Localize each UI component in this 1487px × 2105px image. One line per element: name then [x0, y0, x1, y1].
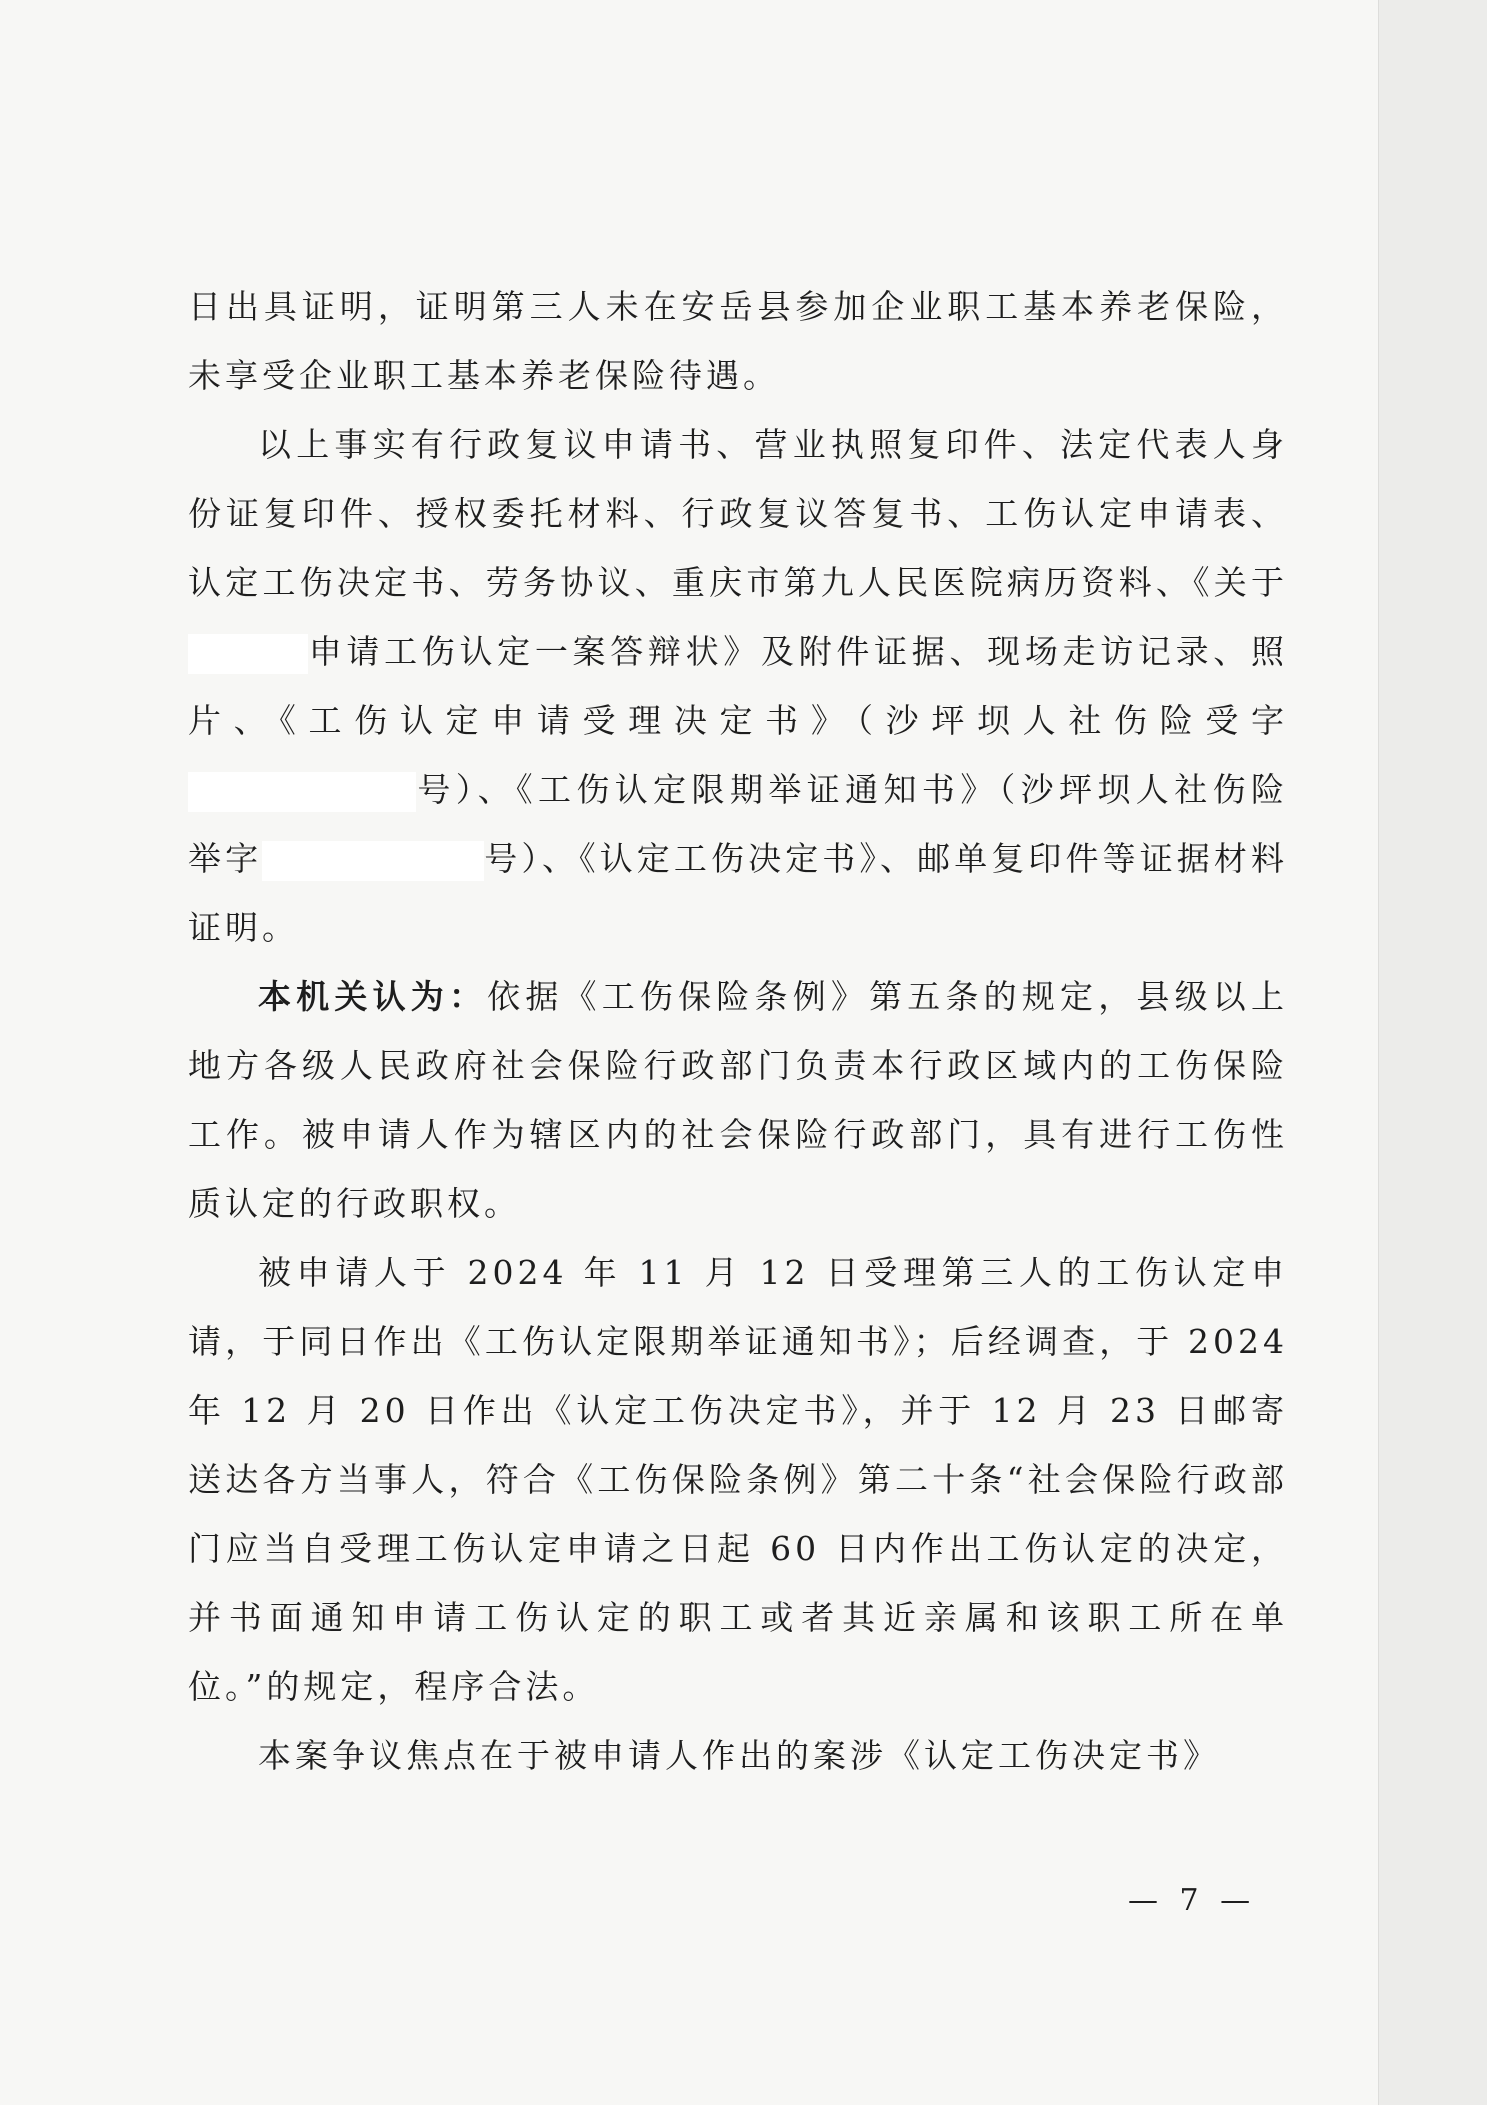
evidence-text-1: 以上事实有行政复议申请书、营业执照复印件、法定代表人身份证复印件、授权委托材料、行政复议答复书、工伤认定申请表、认定工伤决定书、劳务协议、重庆市第九人民医院病历资料、《关于 — [188, 425, 1288, 602]
evidence-text-2: 申请工伤认定一案答辩状》及附件证据、现场走访记录、照片、《工伤认定申请受理决定书》（沙坪坝人社伤险受字 — [188, 632, 1288, 740]
redacted-name — [188, 634, 308, 674]
evidence-text-3: 号）、《工伤认定限期举证通知书》（沙坪坝人社伤险举字 — [188, 770, 1288, 878]
agency-opinion-lead: 本机关认为： — [258, 977, 488, 1016]
redacted-case-number-2 — [262, 841, 484, 881]
paragraph-procedure: 被申请人于 2024 年 11 月 12 日受理第三人的工伤认定申请，于同日作出《工伤认定限期举证通知书》；后经调查，于 2024 年 12 月 20 日作出《认定工伤决定书》，并于 12 月 23 日邮寄送达各方当事人，符合《工伤保险条例》第二十条“社会保险行政部门应当自受理工伤认定申请之日起 60 日内作出工伤认定的决定，并书面通知申请工伤认定的职工或者其近亲属和该职工所在单位。”的规定，程序合法。 — [188, 1253, 1288, 1706]
paragraph-proof-certificate: 日出具证明，证明第三人未在安岳县参加企业职工基本养老保险，未享受企业职工基本养老保险待遇。 — [188, 287, 1288, 395]
page-number: — 7 — — [1128, 1883, 1257, 1918]
redacted-case-number-1 — [188, 772, 416, 812]
evidence-text-4: 号）、《认定工伤决定书》、邮单复印件等证据材料证明。 — [188, 839, 1289, 947]
scan-edge-shadow — [1378, 0, 1487, 2105]
agency-opinion-body: 依据《工伤保险条例》第五条的规定，县级以上地方各级人民政府社会保险行政部门负责本行政区域内的工伤保险工作。被申请人作为辖区内的社会保险行政部门，具有进行工伤性质认定的行政职权。 — [188, 977, 1289, 1223]
paragraph-dispute-focus: 本案争议焦点在于被申请人作出的案涉《认定工伤决定书》 — [258, 1736, 1220, 1775]
paragraph-agency-opinion — [188, 962, 1288, 1238]
document-body — [188, 272, 1288, 1790]
paragraph-evidence-list — [188, 410, 1288, 962]
